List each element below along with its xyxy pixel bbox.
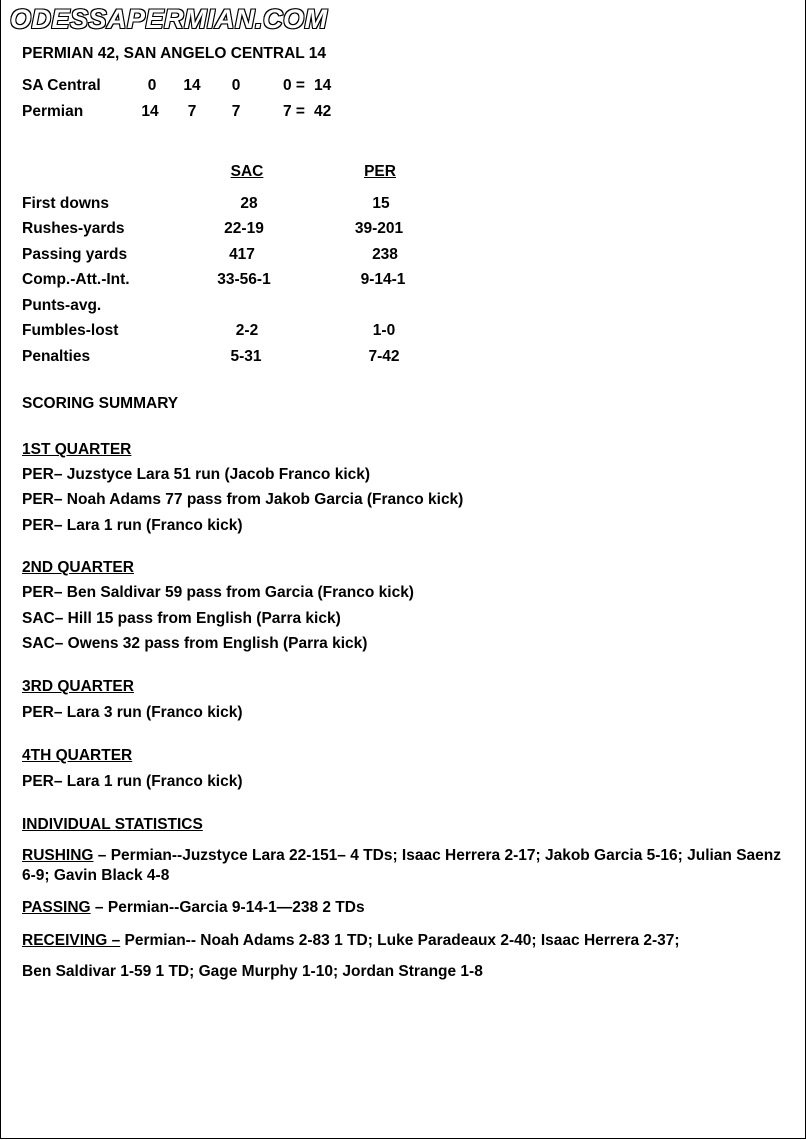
linescore-q2: 14: [183, 77, 201, 94]
scoring-play: PER– Lara 1 run (Franco kick): [22, 773, 243, 790]
linescore-q4: 0 =: [283, 77, 305, 94]
scoring-play: SAC– Hill 15 pass from English (Parra kick): [22, 610, 341, 627]
stats-label: Rushes-yards: [22, 220, 125, 237]
scoring-play: PER– Noah Adams 77 pass from Jakob Garcia (Franco kick): [22, 491, 464, 508]
scoring-play: PER– Lara 1 run (Franco kick): [22, 517, 243, 534]
rushing-stats: [22, 846, 782, 886]
passing-stats: [22, 898, 365, 918]
linescore-team: SA Central: [22, 77, 101, 94]
individual-stats-heading: INDIVIDUAL STATISTICS: [22, 816, 203, 833]
quarter-heading: 1ST QUARTER: [22, 441, 132, 458]
rushing-label: RUSHING: [22, 847, 94, 864]
linescore-q1: 14: [141, 103, 159, 120]
receiving-stats: [22, 931, 680, 951]
stats-label: Punts-avg.: [22, 297, 102, 314]
stats-per-value: 7-42: [368, 348, 400, 365]
linescore-team: Permian: [22, 103, 84, 120]
stats-col-per: PER: [364, 163, 396, 180]
stats-per-value: 1-0: [372, 322, 396, 339]
linescore-q4: 7 =: [283, 103, 305, 120]
scoring-play: PER– Ben Saldivar 59 pass from Garcia (Franco kick): [22, 584, 414, 601]
stats-per-value: 238: [372, 246, 398, 263]
linescore-q3: 7: [231, 103, 241, 120]
passing-label: PASSING: [22, 899, 91, 916]
headline: PERMIAN 42, SAN ANGELO CENTRAL 14: [22, 45, 327, 62]
quarter-heading: 3RD QUARTER: [22, 678, 134, 695]
stats-per-value: 9-14-1: [360, 271, 406, 288]
scoring-play: SAC– Owens 32 pass from English (Parra kick): [22, 635, 368, 652]
passing-text: – Permian--Garcia 9-14-1—238 2 TDs: [90, 899, 365, 916]
stats-label: Fumbles-lost: [22, 322, 119, 339]
rushing-text: – Permian--Juzstyce Lara 22-151– 4 TDs; Isaac Herrera 2-17; Jakob Garcia 5-16; Julian Saenz 6-9; Gavin Black 4-8: [22, 847, 782, 884]
quarter-heading: 2ND QUARTER: [22, 559, 134, 576]
linescore-q3: 0: [231, 77, 241, 94]
stats-per-value: 15: [372, 195, 390, 212]
stats-label: Penalties: [22, 348, 91, 365]
stats-sac-value: 2-2: [235, 322, 259, 339]
receiving-text: Permian-- Noah Adams 2-83 1 TD; Luke Paradeaux 2-40; Isaac Herrera 2-37;: [120, 932, 680, 949]
linescore-total: 42: [314, 103, 332, 120]
stats-sac-value: 28: [240, 195, 258, 212]
scoring-play: PER– Lara 3 run (Franco kick): [22, 704, 243, 721]
stats-col-sac: SAC: [230, 163, 264, 180]
scoring-play: PER– Juzstyce Lara 51 run (Jacob Franco kick): [22, 466, 371, 483]
stats-sac-value: 22-19: [224, 220, 264, 237]
stats-sac-value: 417: [229, 246, 255, 263]
linescore-total: 14: [314, 77, 332, 94]
site-logo: ODESSAPERMIAN.COM: [10, 4, 328, 34]
stats-sac-value: 5-31: [230, 348, 262, 365]
stats-per-value: 39-201: [354, 220, 404, 237]
stats-label: Comp.-Att.-Int.: [22, 271, 130, 288]
receiving-stats-continued: Ben Saldivar 1-59 1 TD; Gage Murphy 1-10; Jordan Strange 1-8: [22, 963, 483, 980]
stats-sac-value: 33-56-1: [217, 271, 271, 288]
stats-label: Passing yards: [22, 246, 128, 263]
receiving-label: RECEIVING –: [22, 932, 121, 949]
linescore-q2: 7: [187, 103, 197, 120]
scoring-summary-heading: SCORING SUMMARY: [22, 395, 179, 412]
stats-label: First downs: [22, 195, 109, 212]
quarter-heading: 4TH QUARTER: [22, 747, 133, 764]
linescore-q1: 0: [147, 77, 157, 94]
